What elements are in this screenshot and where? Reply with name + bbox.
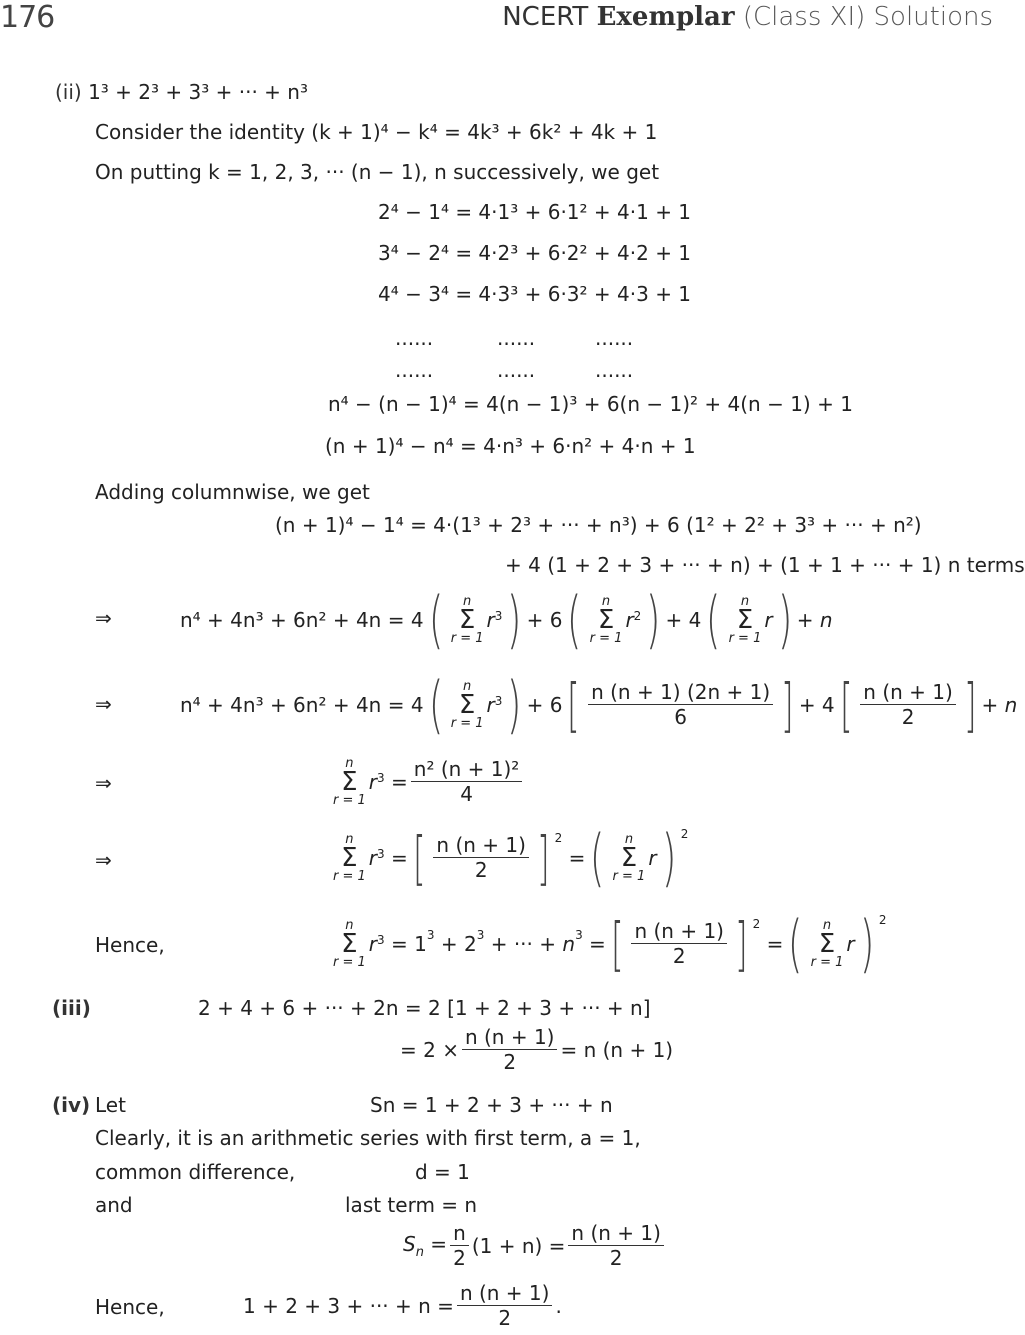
equation-3: 4⁴ − 3⁴ = 4·3³ + 6·3² + 4·3 + 1 bbox=[378, 282, 692, 306]
dots-1a: ...... bbox=[395, 326, 434, 350]
line-c: n Σ r = 1 r $^3$ = $\frac{\text{n² (n + 1)²}}{4}$ bbox=[330, 752, 525, 812]
implies-a: ⇒ bbox=[95, 606, 112, 630]
bracket-close-icon: ] bbox=[963, 671, 977, 739]
implies-d: ⇒ bbox=[95, 848, 112, 872]
common-diff-label: common difference, bbox=[95, 1160, 296, 1184]
book-suffix: Solutions bbox=[873, 2, 993, 32]
part-iii-suffix: = n (n + 1) bbox=[560, 1038, 674, 1062]
paren-open-icon: ( bbox=[788, 907, 803, 980]
putting-text: On putting k = 1, 2, 3, ··· (n − 1), n successively, we get bbox=[95, 160, 660, 184]
book-title bbox=[502, 2, 993, 32]
sn-mid: (1 + n) = bbox=[471, 1234, 566, 1258]
sn-frac-2: $\frac{n (n + 1)}{2}$ bbox=[568, 1222, 664, 1270]
book-class: (Class XI) bbox=[742, 2, 866, 32]
paren-open-icon: ( bbox=[567, 583, 582, 656]
bracket-close-icon: ] bbox=[781, 671, 794, 739]
sigma-r-cube: n Σ r = 1 bbox=[333, 831, 366, 885]
common-diff-value: d = 1 bbox=[415, 1160, 470, 1184]
part-iii-label: (iii) bbox=[52, 996, 91, 1020]
part-iii-fraction: $\frac{n (n + 1)}{2}$ bbox=[462, 1026, 558, 1074]
part-iii-prefix: = 2 × bbox=[400, 1038, 459, 1062]
sigma-r: n Σ r = 1 bbox=[612, 831, 646, 885]
line-b-lhs: n⁴ + 4n³ + 6n² + 4n = 4 bbox=[180, 693, 424, 717]
equation-5: (n + 1)⁴ − n⁴ = 4·n³ + 6·n² + 4·n + 1 bbox=[325, 434, 696, 458]
sigma-r-cube: n Σ r = 1 bbox=[450, 593, 484, 647]
sum-line-2: + 4 (1 + 2 + 3 + ··· + n) + (1 + 1 + ··· + 1) n terms bbox=[505, 553, 1025, 577]
part-ii-heading-line bbox=[55, 80, 308, 104]
final-lhs: 1 + 2 + 3 + ··· + n = bbox=[243, 1294, 454, 1318]
bracket-open-icon: [ bbox=[839, 671, 853, 739]
part-iii-line2 bbox=[400, 1026, 673, 1074]
sigma-r-cube: n Σ r = 1 bbox=[450, 678, 484, 732]
sigma-r-cube: n Σ r = 1 bbox=[333, 917, 366, 971]
part-ii-heading: 1³ + 2³ + 3³ + ··· + n³ bbox=[88, 80, 308, 104]
paren-open-icon: ( bbox=[590, 821, 605, 894]
implies-c: ⇒ bbox=[95, 771, 112, 795]
sn-frac-1: $\frac{n}{2}$ bbox=[450, 1222, 469, 1270]
adding-text: Adding columnwise, we get bbox=[95, 480, 370, 504]
hence-ii-equation: n Σ r = 1 r $^3$ = $1^3 + 2^3$ + ··· + $n^3$ = [ $\frac{n (n + 1)}{2}$ ] $^2$ = ( n Σ r = 1 r ) $^2$ bbox=[333, 907, 887, 980]
fraction-sum-squares: $\frac{n (n + 1) (2n + 1)}{6}$ bbox=[588, 681, 773, 729]
paren-close-icon: ) bbox=[777, 583, 792, 656]
dots-2b: ...... bbox=[497, 358, 536, 382]
sigma-r: n Σ r = 1 bbox=[810, 917, 844, 971]
line-b: n⁴ + 4n³ + 6n² + 4n = 4 ( n Σ r = 1 r $^3$ ) + 6 [ $\frac{n (n + 1) (2n + 1)}{6}$ ] + 4 [ $\frac{n (n + 1)}{2}$ ] + n bbox=[180, 668, 1018, 741]
sn-definition: Sn = 1 + 2 + 3 + ··· + n bbox=[370, 1093, 613, 1117]
paren-open-icon: ( bbox=[428, 668, 443, 741]
line-d: n Σ r = 1 r $^3$ = [ $\frac{n (n + 1)}{2}$ ] $^2$ = ( n Σ r = 1 r ) $^2$ bbox=[333, 821, 689, 894]
dots-1b: ...... bbox=[497, 326, 536, 350]
sigma-r-cube: n Σ r = 1 bbox=[333, 755, 366, 809]
identity-text: Consider the identity (k + 1)⁴ − k⁴ = 4k³ + 6k² + 4k + 1 bbox=[95, 120, 658, 144]
sn-result: $S_n$ = $\frac{n}{2}$ (1 + n) = $\frac{n (n + 1)}{2}$ bbox=[403, 1222, 667, 1270]
paren-close-icon: ) bbox=[507, 668, 522, 741]
part-ii-label: (ii) bbox=[55, 80, 82, 104]
bracket-open-icon: [ bbox=[567, 671, 580, 739]
equation-4: n⁴ − (n − 1)⁴ = 4(n − 1)³ + 6(n − 1)² + 4(n − 1) + 1 bbox=[328, 392, 853, 416]
line-a-lhs: n⁴ + 4n³ + 6n² + 4n = 4 bbox=[180, 608, 424, 632]
bracket-close-icon: ] bbox=[537, 824, 550, 892]
final-result: 1 + 2 + 3 + ··· + n = $\frac{n (n + 1)}{2}$ . bbox=[243, 1281, 562, 1330]
dots-1c: ...... bbox=[595, 326, 634, 350]
fraction-sum-n: $\frac{n (n + 1)}{2}$ bbox=[631, 920, 727, 968]
bracket-open-icon: [ bbox=[610, 910, 624, 978]
paren-open-icon: ( bbox=[706, 583, 721, 656]
paren-close-icon: ) bbox=[661, 821, 676, 894]
hence-iv: Hence, bbox=[95, 1295, 165, 1319]
clearly-text: Clearly, it is an arithmetic series with first term, a = 1, bbox=[95, 1126, 641, 1150]
part-iv-let: Let bbox=[95, 1093, 126, 1117]
fraction-sum-n: $\frac{n (n + 1)}{2}$ bbox=[860, 681, 956, 729]
final-fraction: $\frac{n (n + 1)}{2}$ bbox=[457, 1282, 553, 1330]
equation-1: 2⁴ − 1⁴ = 4·1³ + 6·1² + 4·1 + 1 bbox=[378, 200, 692, 224]
book-prefix: NCERT bbox=[502, 2, 589, 32]
page-number: 176 bbox=[0, 0, 55, 35]
paren-close-icon: ) bbox=[507, 583, 522, 656]
fraction-result: $\frac{\text{n² (n + 1)²}}{4}$ bbox=[411, 758, 523, 806]
book-bold: Exemplar bbox=[596, 2, 735, 32]
hence-ii: Hence, bbox=[95, 933, 165, 957]
bracket-open-icon: [ bbox=[412, 824, 426, 892]
line-a: n⁴ + 4n³ + 6n² + 4n = 4 ( n Σ r = 1 r $^3$ ) + 6 ( n Σ r = 1 r $^2$ ) + 4 ( n Σ r = 1 r ) + n bbox=[180, 583, 833, 656]
sum-line-1: (n + 1)⁴ − 1⁴ = 4·(1³ + 2³ + ··· + n³) + 6 (1² + 2² + 3³ + ··· + n²) bbox=[275, 513, 922, 537]
bracket-close-icon: ] bbox=[735, 910, 748, 978]
implies-b: ⇒ bbox=[95, 692, 112, 716]
and-word: and bbox=[95, 1193, 133, 1217]
paren-close-icon: ) bbox=[859, 907, 874, 980]
equation-2: 3⁴ − 2⁴ = 4·2³ + 6·2² + 4·2 + 1 bbox=[378, 241, 692, 265]
dots-2c: ...... bbox=[595, 358, 634, 382]
last-term: last term = n bbox=[345, 1193, 478, 1217]
sigma-r-square: n Σ r = 1 bbox=[589, 593, 623, 647]
dots-2a: ...... bbox=[395, 358, 434, 382]
paren-close-icon: ) bbox=[646, 583, 661, 656]
part-iii-line1: 2 + 4 + 6 + ··· + 2n = 2 [1 + 2 + 3 + ··· + n] bbox=[198, 996, 651, 1020]
sigma-r: n Σ r = 1 bbox=[728, 593, 762, 647]
paren-open-icon: ( bbox=[428, 583, 443, 656]
fraction-sum-n: $\frac{n (n + 1)}{2}$ bbox=[433, 834, 529, 882]
part-iv-label: (iv) bbox=[52, 1093, 91, 1117]
